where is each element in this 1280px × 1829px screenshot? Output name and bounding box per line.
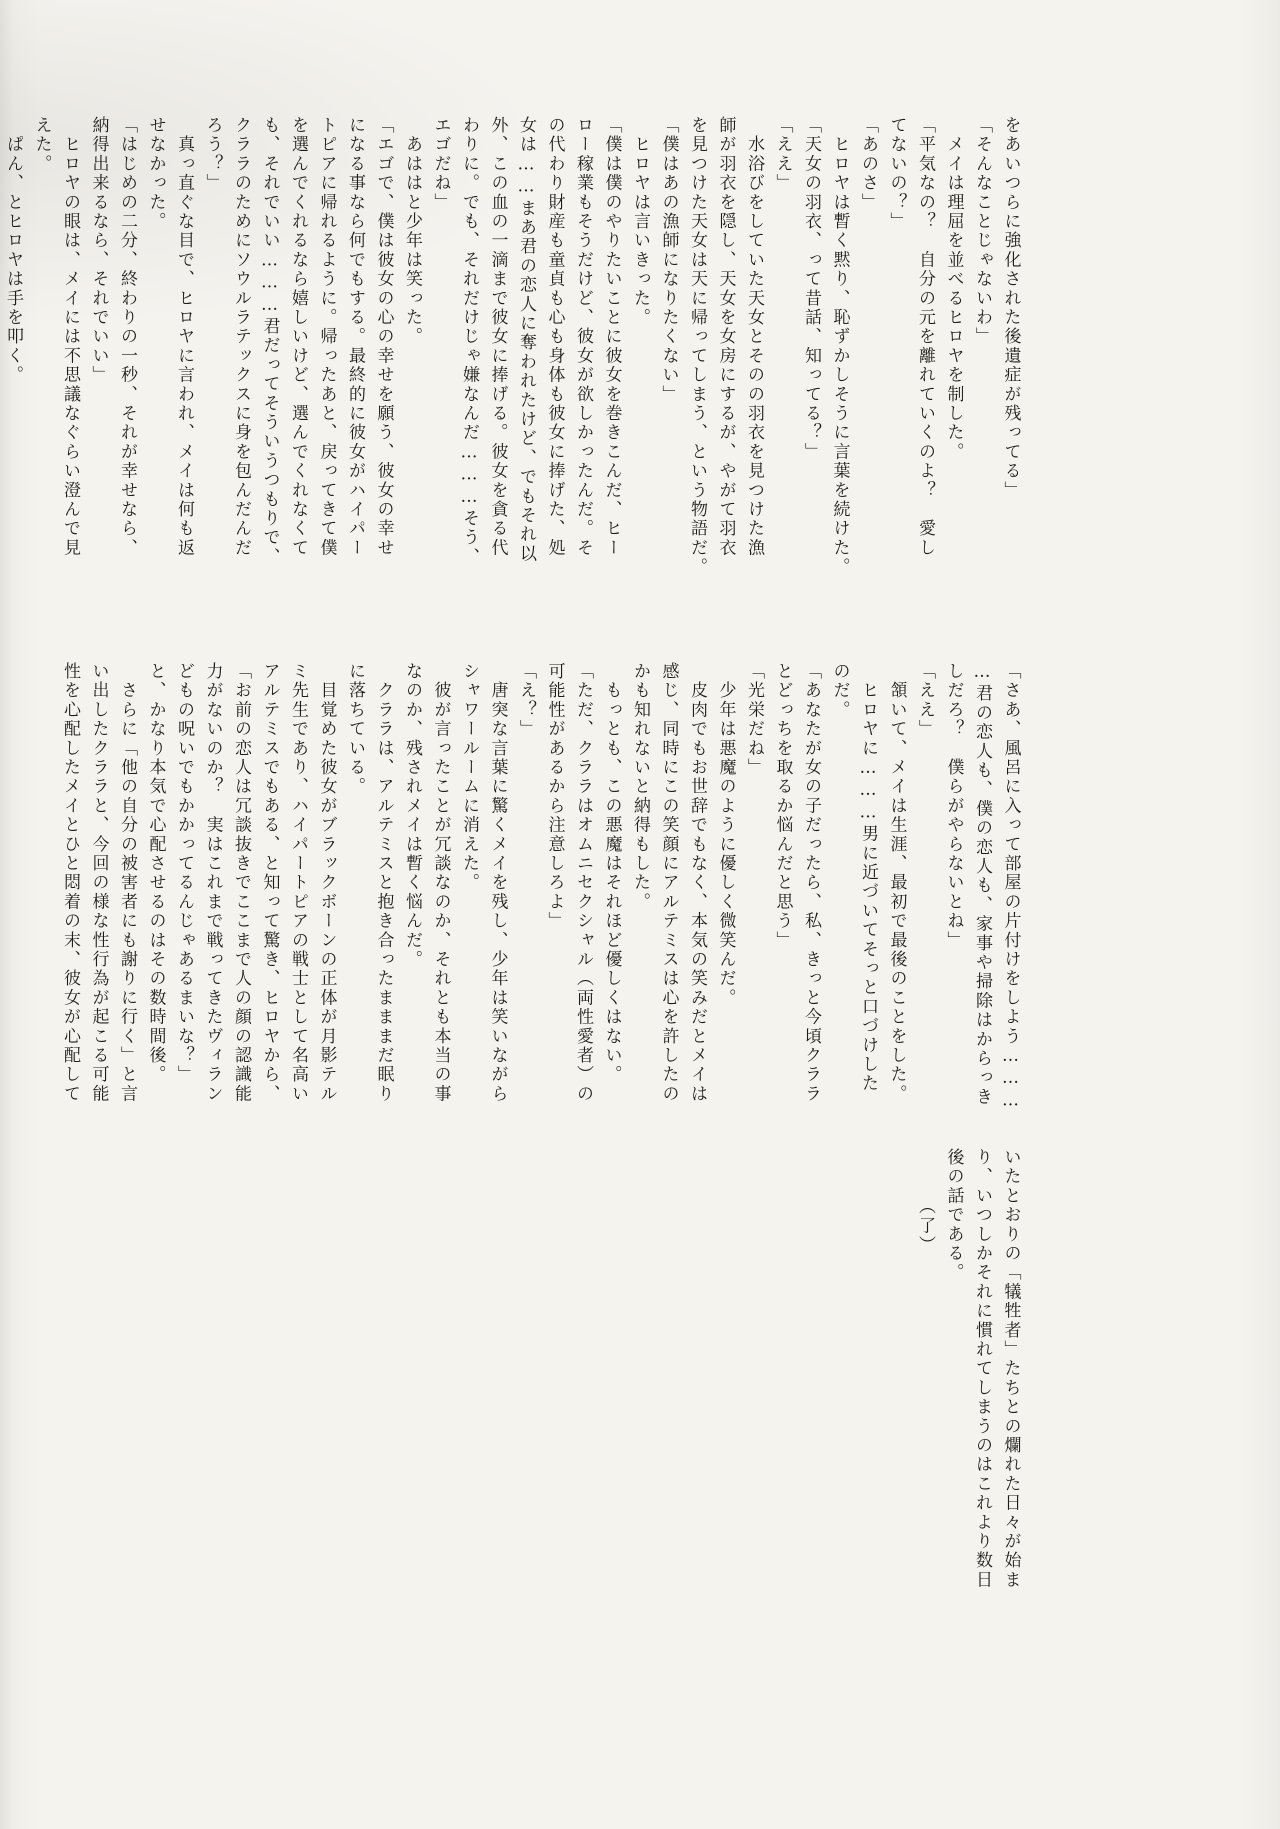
text-column: ヒロヤに………男に近づいてそっと口づけした xyxy=(858,662,878,1094)
text-column: 唐突な言葉に驚くメイを残し、少年は笑いながら xyxy=(487,662,508,1104)
text-column: のだ。 xyxy=(829,662,850,720)
text-column: アルテミスでもある、と知って驚き、ヒロヤから、 xyxy=(259,662,280,1104)
text-column: 「ええ」 xyxy=(915,662,935,739)
text-column: シャワールームに消えた。 xyxy=(459,662,479,893)
text-column: 感じ、同時にこの笑顔にアルテミスは心を許したの xyxy=(658,662,679,1104)
text-column: に落ちている。 xyxy=(345,662,365,797)
text-column: しだろ？ 僕らがやらないとね」 xyxy=(943,662,964,950)
text-column: 彼が言ったことが冗談なのか、それとも本当の事 xyxy=(430,662,451,1104)
text-column: 「さあ、風呂に入って部屋の片付けをしよう……… xyxy=(1000,662,1021,1113)
text-column: ロー稼業もそうだけど、彼女が欲しかったんだ。そ xyxy=(573,116,593,558)
text-column: 真っ直ぐな目で、ヒロヤに言われ、メイは何も返 xyxy=(174,116,194,558)
text-block-middle xyxy=(56,662,1111,1113)
text-column: 力がないのか？ 実はこれまで戦ってきたヴィラン xyxy=(202,662,223,1104)
text-column: 「僕は僕のやりたいことに彼女を巻きこんだ、ヒー xyxy=(601,116,622,558)
text-column: 「ただ、クララはオムニセクシャル（両性愛者）の xyxy=(573,662,593,1104)
text-column: い出したクララと、今回の様な性行為が起こる可能 xyxy=(88,662,109,1104)
text-column: 「天女の羽衣、って昔話、知ってる？」 xyxy=(801,116,821,462)
text-column: 皮肉でもお世辞でもなく、本気の笑みだとメイは xyxy=(687,662,707,1104)
text-column: 少年は悪魔のように優しく微笑んだ。 xyxy=(715,662,736,1008)
text-column: 女は……まあ君の恋人に奪われたけど、でもそれ以 xyxy=(516,116,536,564)
text-column: 可能性があるから注意しろよ」 xyxy=(544,662,565,931)
text-column: 目覚めた彼女がブラックボーンの正体が月影テル xyxy=(316,662,337,1104)
text-column: わりに。でも、それだけじゃ嫌なんだ………そう、 xyxy=(459,116,479,567)
text-column: の代わり財産も童貞も心も身体も彼女に捧げた、処 xyxy=(544,116,565,558)
text-column: ミ先生であり、ハイパートピアの戦士として名高い xyxy=(288,662,308,1104)
text-column: も、それでいい………君だってそういうつもりで、 xyxy=(259,116,280,567)
text-column: を見つけた天女は天に帰ってしまう、という物語だ。 xyxy=(687,116,707,577)
text-column: をあいつらに強化された後遺症が残ってる」 xyxy=(1000,116,1021,500)
text-column: 後の話である。 xyxy=(943,1148,964,1283)
text-block-end xyxy=(911,1148,1111,1590)
text-column: かも知れないと納得もした。 xyxy=(630,662,650,912)
text-column: 性を心配したメイとひと悶着の末、彼女が心配して xyxy=(60,662,80,1104)
text-column: 「そんなことじゃないわ」 xyxy=(972,116,992,347)
text-column: ヒロヤの眼は、メイには不思議なぐらい澄んで見 xyxy=(60,116,80,558)
text-column: えた。 xyxy=(31,116,52,174)
text-column: メイは理屈を並べるヒロヤを制した。 xyxy=(943,116,964,462)
text-column: 「エゴで、僕は彼女の心の幸せを願う、彼女の幸せ xyxy=(373,116,394,558)
text-column: ぱん、とヒロヤは手を叩く。 xyxy=(3,116,23,385)
text-column: 外、この血の一滴まで彼女に捧げる。彼女を貪る代 xyxy=(487,116,508,558)
text-column: クララのためにソウルラテックスに身を包んだんだ xyxy=(231,116,251,558)
text-column: （了） xyxy=(915,1148,935,1255)
text-column: 水浴びをしていた天女とそのの羽衣を見つけた漁 xyxy=(744,116,764,558)
text-column: もっとも、この悪魔はそれほど優しくはない。 xyxy=(601,662,622,1085)
text-column: 「はじめの二分、終わりの一秒、それが幸せなら、 xyxy=(117,116,137,558)
text-column: 「僕はあの漁師になりたくない」 xyxy=(658,116,679,404)
text-column: せなかった。 xyxy=(145,116,166,232)
text-column: とどっちを取るか悩んだと思う」 xyxy=(772,662,793,950)
text-column: 「あなたが女の子だったら、私、きっと今頃クララ xyxy=(801,662,821,1104)
text-column: 「お前の恋人は冗談抜きでここまで人の顔の認識能 xyxy=(231,662,251,1104)
text-column: どもの呪いでもかかってるんじゃあるまいな？」 xyxy=(174,662,194,1085)
text-column: 納得出来るなら、それでいい」 xyxy=(88,116,109,385)
text-column: り、いつしかそれに慣れてしまうのはこれより数日 xyxy=(972,1148,992,1590)
text-column: なのか、残されメイは暫く悩んだ。 xyxy=(402,662,422,970)
text-column: いたとおりの「犠牲者」たちとの爛れた日々が始ま xyxy=(1000,1148,1021,1590)
text-column: ヒロヤは言いきった。 xyxy=(630,116,650,328)
text-column: クララは、アルテミスと抱き合ったまままだ眠り xyxy=(373,662,394,1104)
text-column: と、かなり本気で心配させるのはその数時間後。 xyxy=(145,662,166,1085)
text-column: ヒロヤは暫く黙り、恥ずかしそうに言葉を続けた。 xyxy=(829,116,850,577)
text-column: になる事なら何でもする。最終的に彼女がハイパー xyxy=(345,116,365,558)
text-column: 「あのさ」 xyxy=(858,116,878,212)
text-column: エゴだね」 xyxy=(430,116,451,212)
text-column: てないの？」 xyxy=(886,116,907,232)
text-column: ろう？」 xyxy=(202,116,223,193)
text-block-top xyxy=(0,116,1110,577)
text-column: 師が羽衣を隠し、天女を女房にするが、やがて羽衣 xyxy=(715,116,736,558)
text-column: 「え？」 xyxy=(516,662,536,739)
text-column: 頷いて、メイは生涯、最初で最後のことをした。 xyxy=(886,662,907,1104)
text-column: 「平気なの？ 自分の元を離れていくのよ？ 愛し xyxy=(915,116,935,558)
text-column: トピアに帰れるように。帰ったあと、戻ってきて僕 xyxy=(316,116,337,558)
text-column: 「光栄だね」 xyxy=(744,662,764,778)
text-column: …君の恋人も、僕の恋人も、家事や掃除はからっき xyxy=(972,662,992,1107)
text-column: 「ええ」 xyxy=(772,116,793,193)
text-column: を選んでくれるなら嬉しいけど、選んでくれなくて xyxy=(288,116,308,558)
text-column: あははと少年は笑った。 xyxy=(402,116,422,347)
text-column: さらに「他の自分の被害者にも謝りに行く」と言 xyxy=(117,662,137,1104)
